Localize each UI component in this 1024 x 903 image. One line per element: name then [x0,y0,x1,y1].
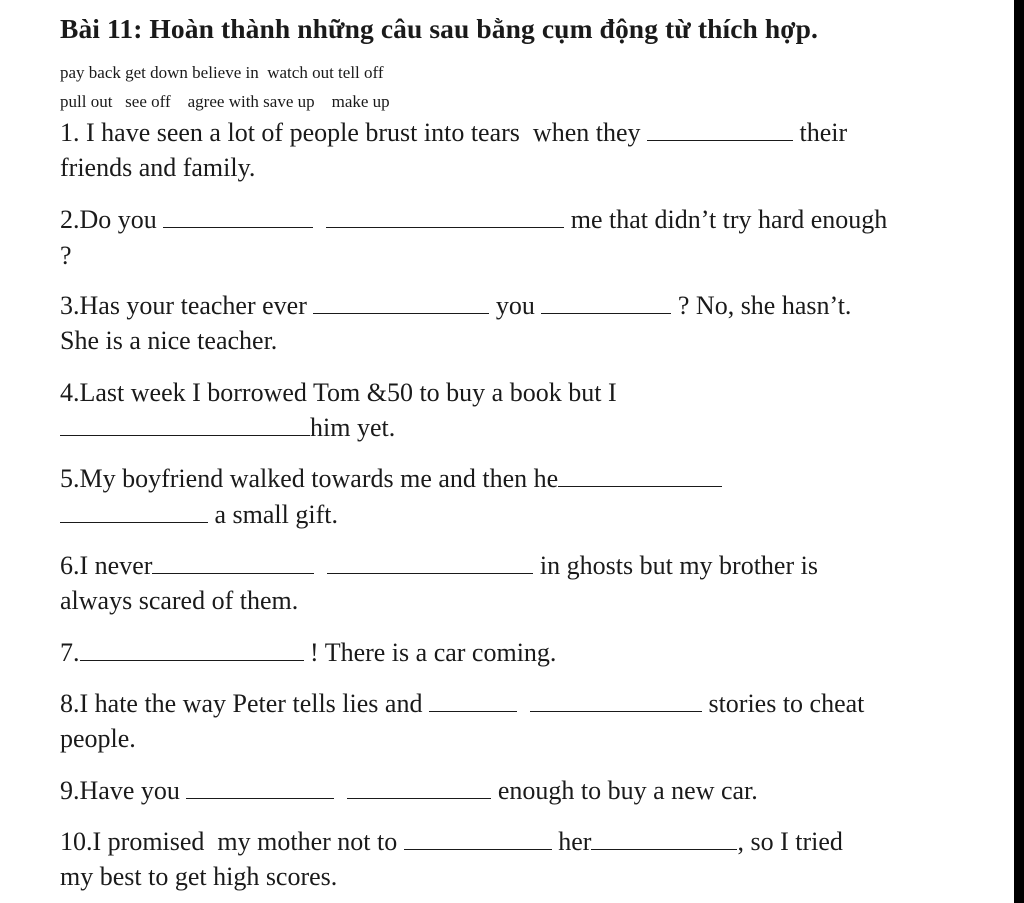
question-1-line-2: friends and family. [60,153,256,182]
answer-blank[interactable] [558,468,722,487]
question-10-line-1: 10.I promised my mother not to her , so I tried [60,827,843,856]
answer-blank[interactable] [591,831,737,850]
question-3-line-2: She is a nice teacher. [60,326,278,355]
question-7-line-1: 7. ! There is a car coming. [60,638,557,667]
question-10-line-2: my best to get high scores. [60,862,338,891]
question-6-line-1: 6.I never in ghosts but my brother is [60,551,818,580]
answer-blank[interactable] [60,417,310,436]
answer-blank[interactable] [404,831,552,850]
question-1-line-1: 1. I have seen a lot of people brust into tears when they their [60,118,848,147]
question-4-line-1: 4.Last week I borrowed Tom &50 to buy a book but I [60,378,617,407]
question-8-line-1: 8.I hate the way Peter tells lies and stories to cheat [60,689,865,718]
word-bank-row-1: pay back get down believe in watch out tell off [60,63,384,82]
question-6-line-2: always scared of them. [60,586,299,615]
question-4-line-2: him yet. [60,413,395,443]
answer-blank[interactable] [326,209,564,228]
exercise-title: Bài 11: Hoàn thành những câu sau bằng cụm động từ thích hợp. [60,13,819,44]
answer-blank[interactable] [186,780,334,799]
answer-blank[interactable] [541,295,671,314]
answer-blank[interactable] [80,642,304,661]
answer-blank[interactable] [60,504,208,523]
question-2-line-1: 2.Do you me that didn’t try hard enough [60,205,888,234]
answer-blank[interactable] [163,209,313,228]
answer-blank[interactable] [429,693,517,712]
word-bank-row-2: pull out see off agree with save up make up [60,92,390,111]
question-9-line-1: 9.Have you enough to buy a new car. [60,776,758,805]
question-5-line-1: 5.My boyfriend walked towards me and then he [60,464,722,494]
question-2-line-2: ? [60,241,72,270]
question-8-line-2: people. [60,724,136,753]
answer-blank[interactable] [152,555,314,574]
answer-blank[interactable] [347,780,491,799]
answer-blank[interactable] [530,693,702,712]
page-edge [1014,0,1024,903]
answer-blank[interactable] [647,122,793,141]
answer-blank[interactable] [313,295,489,314]
question-5-line-2: a small gift. [60,500,338,530]
answer-blank[interactable] [327,555,533,574]
question-3-line-1: 3.Has your teacher ever you ? No, she hasn’t. [60,291,852,320]
